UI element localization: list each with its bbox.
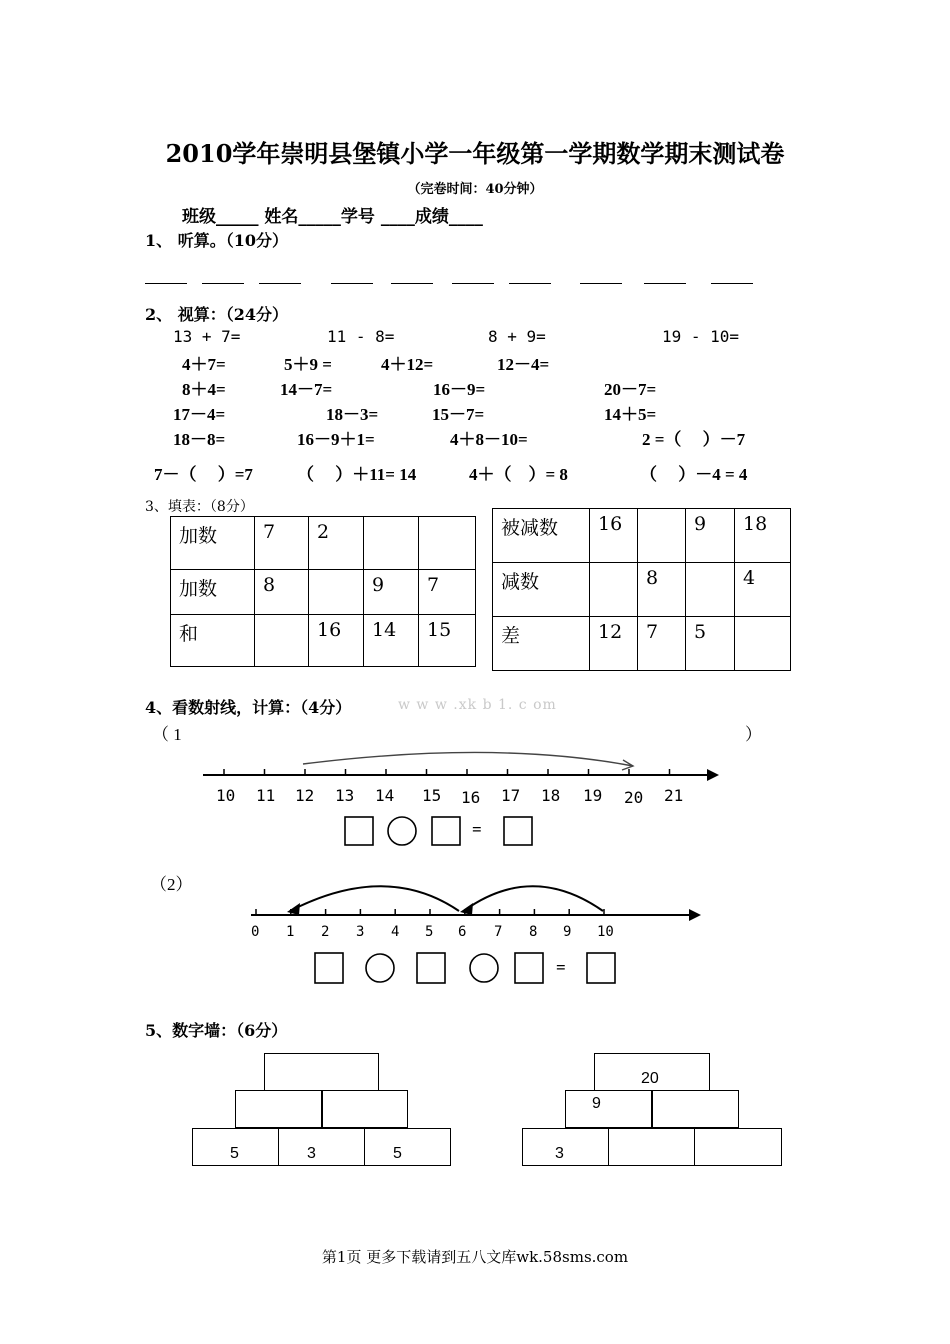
problem: 7－（ ）=7 xyxy=(154,465,253,484)
section-1-heading: 1、 听算。（10分） xyxy=(145,231,288,250)
wall-brick[interactable] xyxy=(321,1090,408,1128)
brick-value: 9 xyxy=(592,1095,601,1112)
tick-label: 20 xyxy=(624,788,644,807)
answer-box[interactable] xyxy=(417,953,445,983)
operator-circle[interactable] xyxy=(388,817,416,845)
table-cell: 差 xyxy=(493,617,590,671)
problem: 4＋8－10= xyxy=(450,430,528,449)
problem: 4＋（ ）= 8 xyxy=(469,465,568,484)
tick-label: 4 xyxy=(391,924,400,940)
tick-label: 12 xyxy=(295,786,315,805)
problem: 16－9＋1= xyxy=(297,430,375,449)
table-cell[interactable] xyxy=(638,509,686,563)
table-cell: 5 xyxy=(686,617,735,671)
table-cell[interactable] xyxy=(686,563,735,617)
operator-circle[interactable] xyxy=(470,954,498,982)
tick-label: 5 xyxy=(425,924,434,940)
operator-circle[interactable] xyxy=(366,954,394,982)
tick-label: 14 xyxy=(375,786,395,805)
answer-line[interactable] xyxy=(145,283,187,284)
wall-brick[interactable] xyxy=(235,1090,323,1128)
tick-label: 9 xyxy=(563,924,572,940)
page-title: 2010学年崇明县堡镇小学一年级第一学期数学期末测试卷 xyxy=(165,139,785,168)
table-cell: 8 xyxy=(255,570,309,615)
answer-line[interactable] xyxy=(391,283,433,284)
table-cell: 15 xyxy=(419,615,476,667)
tick-label: 10 xyxy=(216,786,236,805)
wall-brick xyxy=(278,1128,365,1166)
tick-label: 0 xyxy=(251,924,260,940)
table-cell: 8 xyxy=(638,563,686,617)
equals-sign: = xyxy=(472,820,482,839)
table-cell[interactable] xyxy=(419,517,476,570)
addition-table xyxy=(170,516,476,667)
problem: 2 =（ ）－7 xyxy=(642,430,746,449)
exam-duration: （完卷时间：40分钟） xyxy=(407,182,543,197)
answer-line[interactable] xyxy=(202,283,244,284)
section-2-heading: 2、 视算：（24分） xyxy=(145,305,288,324)
answer-line[interactable] xyxy=(452,283,494,284)
tick-label: 15 xyxy=(422,786,442,805)
table-cell[interactable] xyxy=(255,615,309,667)
equals-sign: = xyxy=(556,958,566,977)
equation-2 xyxy=(310,950,620,988)
table-cell[interactable] xyxy=(364,517,419,570)
watermark: w w w .xk b 1. c om xyxy=(398,697,557,713)
wall-brick xyxy=(192,1128,279,1166)
wall-brick xyxy=(522,1128,609,1166)
tick-label: 10 xyxy=(597,924,614,940)
wall-brick xyxy=(594,1053,710,1091)
tick-label: 11 xyxy=(256,786,276,805)
table-cell: 2 xyxy=(309,517,364,570)
table-cell: 9 xyxy=(364,570,419,615)
wall-brick[interactable] xyxy=(264,1053,379,1091)
problem: 16－9= xyxy=(433,380,486,399)
tick-label: 7 xyxy=(494,924,503,940)
section-5-heading: 5、数字墙：（6分） xyxy=(145,1021,288,1040)
problem: 11 - 8= xyxy=(327,327,395,346)
problem: 18－3= xyxy=(326,405,379,424)
table-cell: 14 xyxy=(364,615,419,667)
table-cell: 被减数 xyxy=(493,509,590,563)
answer-line[interactable] xyxy=(331,283,373,284)
problem: 19 - 10= xyxy=(662,327,740,346)
student-info-line: 班级_____ 姓名_____学号 ____成绩____ xyxy=(182,207,483,227)
table-cell: 减数 xyxy=(493,563,590,617)
problem: 13 + 7= xyxy=(173,327,241,346)
problem-2-label: （2） xyxy=(150,875,193,894)
table-cell: 7 xyxy=(638,617,686,671)
tick-label: 13 xyxy=(335,786,355,805)
tick-label: 16 xyxy=(461,788,481,807)
tick-label: 6 xyxy=(458,924,467,940)
table-cell[interactable] xyxy=(590,563,638,617)
table-cell: 16 xyxy=(309,615,364,667)
answer-line[interactable] xyxy=(259,283,301,284)
problem: 20－7= xyxy=(604,380,657,399)
table-cell: 加数 xyxy=(171,570,255,615)
table-cell: 9 xyxy=(686,509,735,563)
answer-box[interactable] xyxy=(432,817,460,845)
brick-value: 20 xyxy=(641,1070,659,1087)
problem: 12－4= xyxy=(497,355,550,374)
brick-value: 5 xyxy=(393,1145,402,1162)
brick-value: 5 xyxy=(230,1145,239,1162)
problem: 17－4= xyxy=(173,405,226,424)
table-cell: 7 xyxy=(255,517,309,570)
table-cell[interactable] xyxy=(309,570,364,615)
section-3-heading: 3、填表：（8分） xyxy=(145,499,254,515)
tick-label: 17 xyxy=(501,786,521,805)
table-cell: 7 xyxy=(419,570,476,615)
problem-1-open: （ 1 xyxy=(152,725,182,744)
problem: 14－7= xyxy=(280,380,333,399)
table-cell: 和 xyxy=(171,615,255,667)
brick-value: 3 xyxy=(307,1145,316,1162)
number-line-2 xyxy=(245,870,705,930)
table-cell: 16 xyxy=(590,509,638,563)
problem: 15－7= xyxy=(432,405,485,424)
answer-box[interactable] xyxy=(515,953,543,983)
problem: 8＋4= xyxy=(182,380,226,399)
table-cell: 12 xyxy=(590,617,638,671)
problem: 18－8= xyxy=(173,430,226,449)
problem: 5＋9 = xyxy=(284,355,332,374)
answer-box[interactable] xyxy=(345,817,373,845)
section-4-heading: 4、看数射线，计算：（4分） xyxy=(145,698,352,717)
answer-box[interactable] xyxy=(315,953,343,983)
tick-label: 8 xyxy=(529,924,538,940)
answer-line[interactable] xyxy=(711,283,753,284)
equation-1 xyxy=(340,812,540,850)
table-cell: 18 xyxy=(735,509,791,563)
answer-line[interactable] xyxy=(644,283,686,284)
wall-brick[interactable] xyxy=(651,1090,739,1128)
answer-line[interactable] xyxy=(509,283,551,284)
table-cell: 加数 xyxy=(171,517,255,570)
brick-value: 3 xyxy=(555,1145,564,1162)
page-footer: 第1页 更多下载请到五八文库wk.58sms.com xyxy=(321,1248,629,1266)
wall-brick[interactable] xyxy=(608,1128,695,1166)
tick-label: 21 xyxy=(664,786,684,805)
problem: （ ）－4 = 4 xyxy=(640,465,748,484)
problem: 4＋12= xyxy=(381,355,434,374)
wall-brick xyxy=(565,1090,653,1128)
problem: 14＋5= xyxy=(604,405,657,424)
tick-label: 2 xyxy=(321,924,330,940)
tick-label: 18 xyxy=(541,786,561,805)
problem: 8 + 9= xyxy=(488,327,546,346)
problem-1-close: ） xyxy=(745,725,762,744)
answer-box[interactable] xyxy=(504,817,532,845)
answer-line[interactable] xyxy=(580,283,622,284)
answer-box[interactable] xyxy=(587,953,615,983)
wall-brick xyxy=(364,1128,451,1166)
subtraction-table xyxy=(492,508,791,671)
tick-label: 19 xyxy=(583,786,603,805)
table-cell: 4 xyxy=(735,563,791,617)
tick-label: 1 xyxy=(286,924,295,940)
wall-brick[interactable] xyxy=(694,1128,782,1166)
table-cell[interactable] xyxy=(735,617,791,671)
tick-label: 3 xyxy=(356,924,365,940)
problem: （ ）＋11= 14 xyxy=(297,465,417,484)
problem: 4＋7= xyxy=(182,355,226,374)
